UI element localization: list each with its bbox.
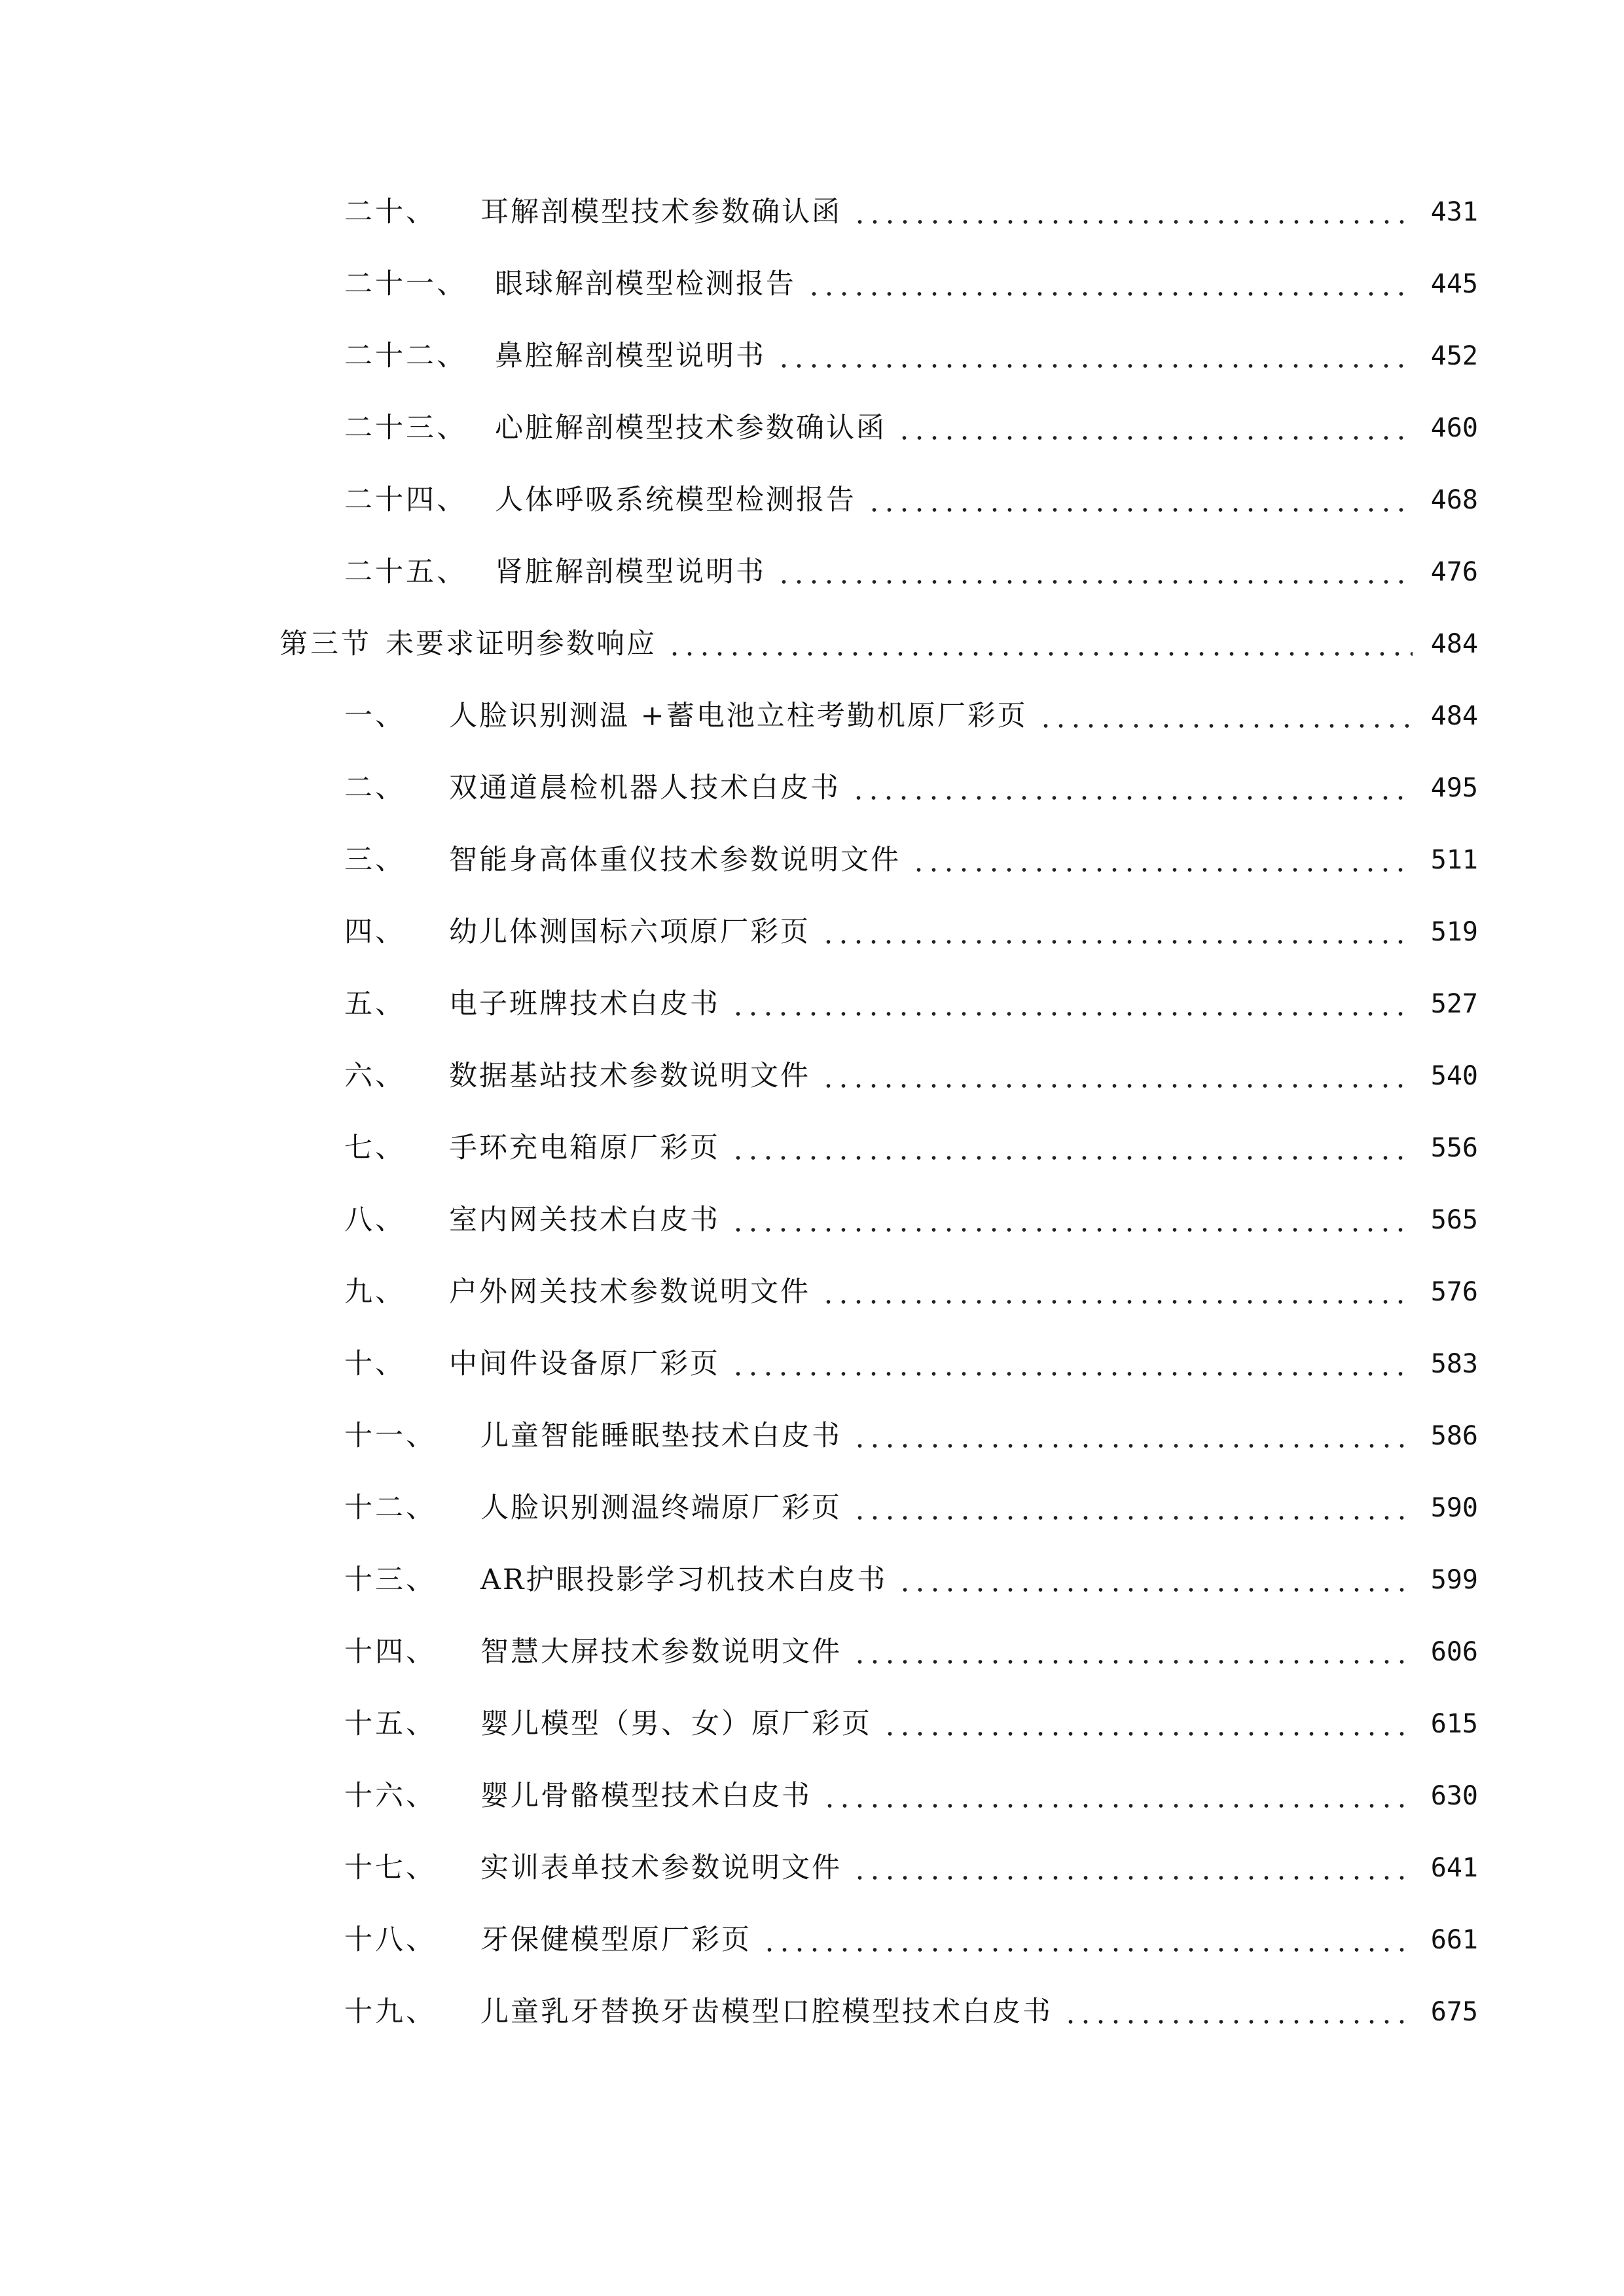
toc-entry-page: 675 — [1430, 1997, 1478, 2027]
toc-entry[interactable] — [344, 1628, 1478, 1676]
toc-entry-number: 十五、 — [344, 1708, 437, 1740]
toc-entry[interactable] — [344, 1484, 1478, 1532]
toc-entry-page: 431 — [1430, 197, 1478, 227]
toc-entry-title: 幼儿体测国标六项原厂彩页 — [449, 916, 810, 948]
toc-entry-page: 540 — [1430, 1061, 1478, 1091]
toc-entry[interactable] — [344, 980, 1478, 1028]
toc-entry[interactable] — [344, 1700, 1478, 1748]
toc-entry-page: 519 — [1430, 917, 1478, 947]
toc-section-entry[interactable] — [280, 620, 1478, 668]
dot-leader — [851, 764, 1413, 812]
toc-entry-number: 十一、 — [344, 1420, 437, 1452]
toc-entry[interactable] — [344, 764, 1478, 812]
toc-entry-number: 十七、 — [344, 1852, 437, 1884]
toc-entry-number: 七、 — [344, 1132, 406, 1164]
toc-entry-page: 452 — [1430, 341, 1478, 371]
toc-entry-title: 室内网关技术白皮书 — [449, 1204, 720, 1236]
dot-leader — [867, 476, 1413, 524]
dot-leader — [852, 188, 1413, 236]
dot-leader — [731, 1196, 1413, 1244]
toc-entry-page: 661 — [1430, 1925, 1478, 1955]
toc-entry-title: 人体呼吸系统模型检测报告 — [495, 484, 856, 516]
dot-leader — [776, 332, 1413, 380]
toc-entry-number: 六、 — [344, 1060, 406, 1092]
dot-leader — [882, 1700, 1413, 1748]
toc-entry-page: 576 — [1430, 1277, 1478, 1307]
toc-entry-number: 十八、 — [344, 1924, 437, 1956]
toc-entry[interactable] — [344, 260, 1478, 308]
toc-entry-number: 二十三、 — [344, 412, 467, 444]
toc-entry-number: 四、 — [344, 916, 406, 948]
toc-entry-page: 630 — [1430, 1781, 1478, 1811]
toc-entry-number: 一、 — [344, 700, 406, 732]
dot-leader — [776, 548, 1413, 596]
toc-entry-page: 468 — [1430, 485, 1478, 515]
toc-entry-number: 二、 — [344, 772, 406, 804]
toc-entry-title: 肾脏解剖模型说明书 — [495, 556, 766, 588]
toc-entry-title: 牙保健模型原厂彩页 — [480, 1924, 751, 1956]
toc-entry-number: 二十一、 — [344, 268, 467, 300]
toc-entry[interactable] — [344, 1124, 1478, 1172]
dot-leader — [897, 1556, 1413, 1604]
toc-entry-page: 460 — [1430, 413, 1478, 443]
toc-entry-page: 511 — [1430, 845, 1478, 875]
dot-leader — [911, 836, 1413, 884]
toc-entry-title: 儿童智能睡眠垫技术白皮书 — [480, 1420, 842, 1452]
toc-entry-number: 九、 — [344, 1276, 406, 1308]
toc-entry-title: 双通道晨检机器人技术白皮书 — [449, 772, 840, 804]
toc-entry-title: 儿童乳牙替换牙齿模型口腔模型技术白皮书 — [480, 1996, 1053, 2028]
toc-section-title: 未要求证明参数响应 — [386, 628, 657, 660]
toc-entry-page: 615 — [1430, 1709, 1478, 1739]
toc-entry-number: 五、 — [344, 988, 406, 1020]
toc-entry-title: 智能身高体重仪技术参数说明文件 — [449, 844, 901, 876]
toc-entry-title: 眼球解剖模型检测报告 — [495, 268, 796, 300]
toc-entry-page: 484 — [1430, 701, 1478, 731]
toc-entry-number: 二十二、 — [344, 340, 467, 372]
dot-leader — [731, 1124, 1413, 1172]
toc-entry[interactable] — [344, 1988, 1478, 2036]
toc-entry[interactable] — [344, 1916, 1478, 1964]
toc-entry-page: 599 — [1430, 1565, 1478, 1595]
dot-leader — [852, 1628, 1413, 1676]
toc-entry[interactable] — [344, 1844, 1478, 1892]
dot-leader — [852, 1844, 1413, 1892]
toc-section-page: 484 — [1430, 629, 1478, 659]
toc-entry-page: 445 — [1430, 269, 1478, 299]
toc-entry-title: 鼻腔解剖模型说明书 — [495, 340, 766, 372]
toc-entry-page: 495 — [1430, 773, 1478, 803]
toc-entry-title: 人脸识别测温 +蓄电池立柱考勤机原厂彩页 — [449, 700, 1028, 732]
toc-entry-page: 476 — [1430, 557, 1478, 587]
toc-entry-title: 心脏解剖模型技术参数确认函 — [495, 412, 886, 444]
dot-leader — [762, 1916, 1413, 1964]
toc-entry-title: 手环充电箱原厂彩页 — [449, 1132, 720, 1164]
toc-entry[interactable] — [344, 1052, 1478, 1100]
toc-entry-title: 婴儿模型（男、女）原厂彩页 — [480, 1708, 872, 1740]
dot-leader — [821, 908, 1413, 956]
toc-entry-number: 十四、 — [344, 1636, 437, 1668]
toc-entry-number: 八、 — [344, 1204, 406, 1236]
toc-entry-title: 婴儿骨骼模型技术白皮书 — [480, 1780, 812, 1812]
toc-entry-number: 三、 — [344, 844, 406, 876]
dot-leader — [897, 404, 1413, 452]
dot-leader — [731, 980, 1413, 1028]
toc-entry[interactable] — [344, 1196, 1478, 1244]
toc-entry-title: 智慧大屏技术参数说明文件 — [480, 1636, 842, 1668]
dot-leader — [821, 1268, 1413, 1316]
toc-entry-number: 十三、 — [344, 1564, 437, 1596]
toc-entry-title: 人脸识别测温终端原厂彩页 — [480, 1492, 842, 1524]
toc-entry-number: 二十四、 — [344, 484, 467, 516]
dot-leader — [806, 260, 1413, 308]
toc-entry-title: 电子班牌技术白皮书 — [449, 988, 720, 1020]
toc-entry-page: 641 — [1430, 1853, 1478, 1883]
toc-entry-page: 583 — [1430, 1349, 1478, 1379]
toc-entry[interactable] — [344, 404, 1478, 452]
toc-entry-title: 实训表单技术参数说明文件 — [480, 1852, 842, 1884]
toc-entry[interactable] — [344, 908, 1478, 956]
dot-leader — [667, 620, 1413, 668]
toc-entry-page: 586 — [1430, 1421, 1478, 1451]
dot-leader — [822, 1772, 1413, 1820]
dot-leader — [852, 1484, 1413, 1532]
toc-entry-number: 十六、 — [344, 1780, 437, 1812]
toc-entry-number: 十、 — [344, 1348, 406, 1380]
toc-entry[interactable] — [344, 692, 1478, 740]
toc-entry-title: 数据基站技术参数说明文件 — [449, 1060, 810, 1092]
toc-entry-number: 二十五、 — [344, 556, 467, 588]
toc-entry[interactable] — [344, 1772, 1478, 1820]
toc-entry-number: 十九、 — [344, 1996, 437, 2028]
toc-entry-title: 户外网关技术参数说明文件 — [449, 1276, 810, 1308]
toc-entry-page: 565 — [1430, 1205, 1478, 1235]
dot-leader — [821, 1052, 1413, 1100]
dot-leader — [1038, 692, 1413, 740]
toc-entry-page: 556 — [1430, 1133, 1478, 1163]
toc-entry-title: 中间件设备原厂彩页 — [449, 1348, 720, 1380]
toc-entry[interactable] — [344, 332, 1478, 380]
toc-entry[interactable] — [344, 1556, 1478, 1604]
toc-entry[interactable] — [344, 1412, 1478, 1460]
toc-entry[interactable] — [344, 1340, 1478, 1388]
toc-entry-page: 590 — [1430, 1493, 1478, 1523]
toc-entry-number: 十二、 — [344, 1492, 437, 1524]
dot-leader — [731, 1340, 1413, 1388]
dot-leader — [1063, 1988, 1413, 2036]
toc-entry[interactable] — [344, 1268, 1478, 1316]
toc-section-number: 第三节 — [280, 628, 372, 660]
toc-entry-page: 606 — [1430, 1637, 1478, 1667]
toc-entry-title: 耳解剖模型技术参数确认函 — [480, 196, 842, 228]
toc-entry[interactable] — [344, 836, 1478, 884]
dot-leader — [852, 1412, 1413, 1460]
toc-entry-number: 二十、 — [344, 196, 437, 228]
toc-entry-page: 527 — [1430, 989, 1478, 1019]
toc-entry-title: AR护眼投影学习机技术白皮书 — [480, 1564, 888, 1596]
toc-entry[interactable] — [344, 476, 1478, 524]
toc-entry[interactable] — [344, 548, 1478, 596]
toc-entry[interactable] — [344, 188, 1478, 236]
